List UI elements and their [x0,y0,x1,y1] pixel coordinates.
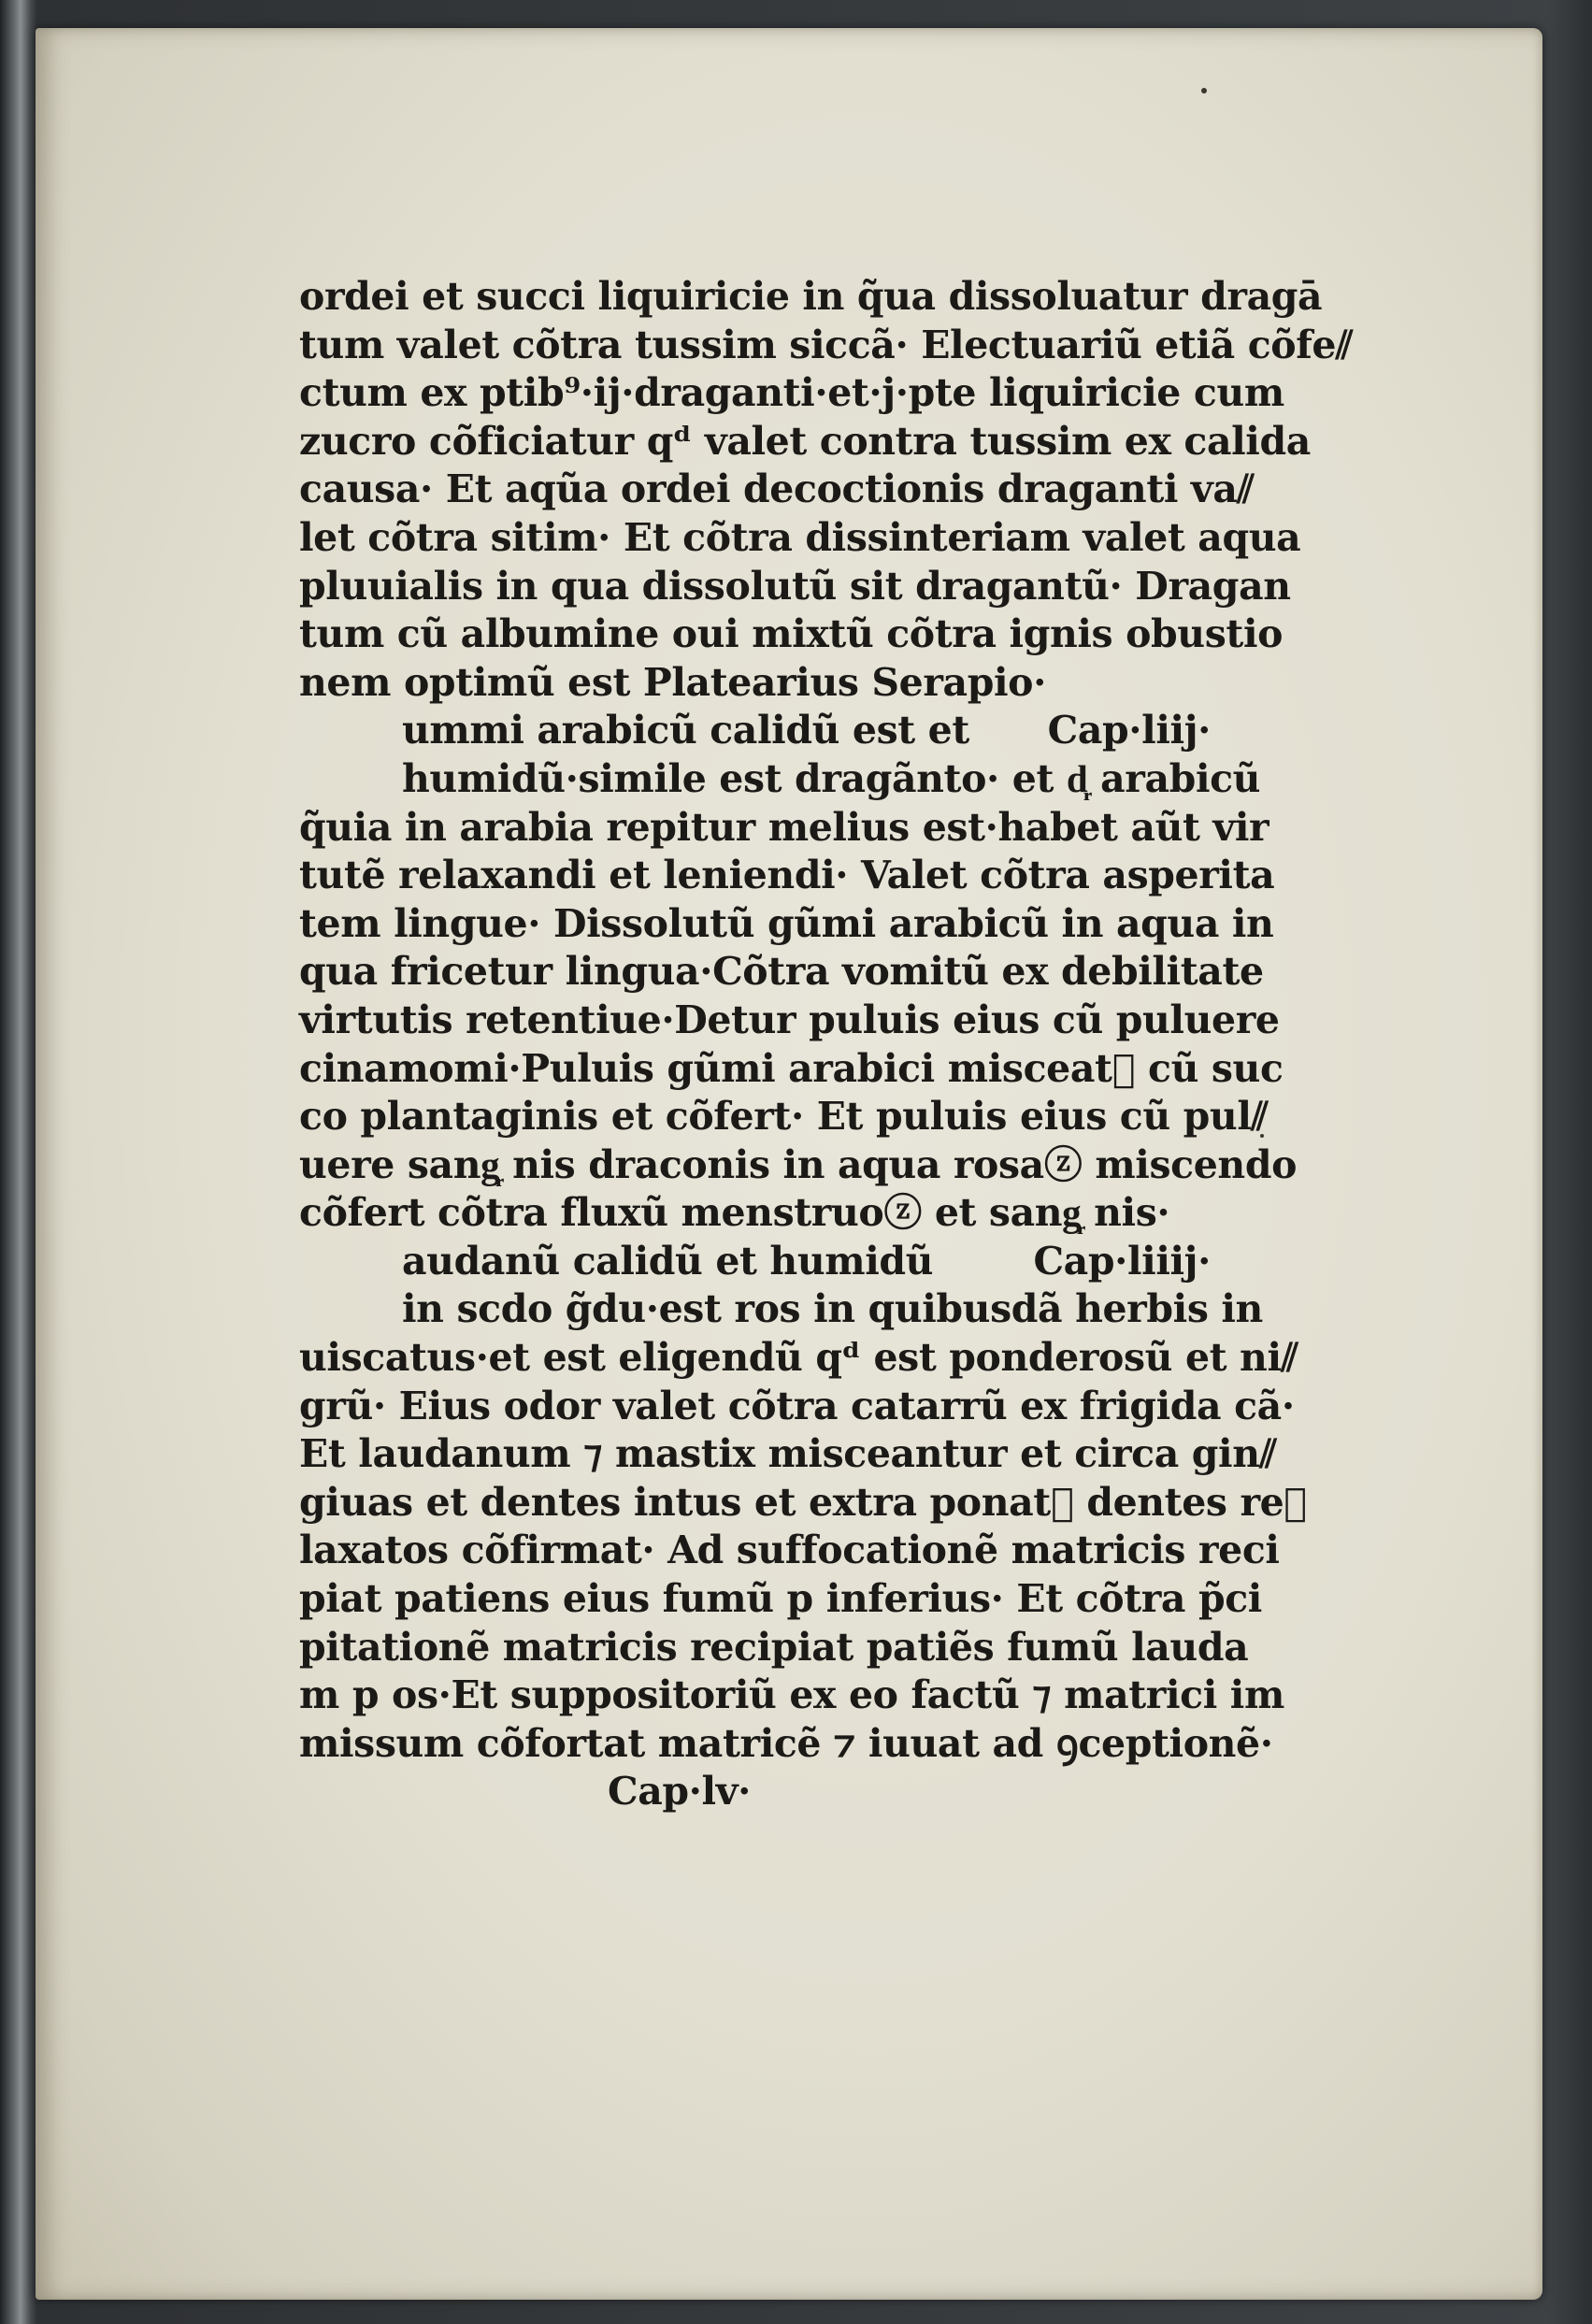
text-line: humidũ·simile est dragãnto· et d᷊ arabicũ [402,755,1261,801]
text-line: ordei et succi liquiricie in q̃ua dissoluatur dragā [299,274,1323,319]
text-line: tem lingue· Dissolutũ gũmi arabicũ in aqua in [299,900,1274,946]
incunabulum-page [36,28,1542,2300]
text-line: ctum ex ptib⁹·ij·draganti·et·j·pte liquiricie cum [299,370,1284,416]
text-line: tum cũ albumine oui mixtũ cõtra ignis obustio [299,611,1284,657]
chapter-incipit: audanũ calidũ et humidũ [402,1238,934,1284]
chapter-heading-liij [299,707,1290,755]
text-line: co plantaginis et cõfert· Et puluis eius cũ pul⫽ [299,1094,1269,1140]
text-line: in scdo g̃du·est ros in quibusdã herbis in [402,1286,1263,1332]
chapter-number-lv: Cap·lv· [608,1769,752,1815]
text-line: cinamomi·Puluis gũmi arabici misceat᷑ cũ suc [299,1045,1284,1091]
chapter-incipit: ummi arabicũ calidũ est et [402,708,969,753]
ink-speck [1201,88,1207,93]
text-line: Et laudanum ⁊ mastix misceantur et circa gin⫽ [299,1431,1277,1477]
chapter-number: Cap·liiij· [1033,1238,1211,1284]
text-line: uiscatus·et est eligendũ qᵈ est ponderosũ et ni⫽ [299,1335,1298,1381]
chapter-heading-liiij [299,1238,1290,1286]
chapter-number: Cap·liij· [1047,708,1211,753]
text-line: qua fricetur lingua·Cõtra vomitũ ex debilitate [299,949,1264,995]
text-line: virtutis retentiue·Detur puluis eius cũ puluere [299,997,1280,1042]
text-line: let cõtra sitim· Et cõtra dissinteriam valet aqua [299,514,1301,560]
text-line: tutẽ relaxandi et leniendi· Valet cõtra asperita [299,853,1275,898]
text-line: pluuialis in qua dissolutũ sit dragantũ· Dragan [299,563,1291,609]
text-line: giuas et dentes intus et extra ponat᷑ dentes re⫽ [299,1479,1307,1525]
book-binding-edge [0,0,37,2324]
text-line: piat patiens eius fumũ p inferius· Et cõtra p̃ci [299,1576,1262,1622]
text-line: grũ· Eius odor valet cõtra catarrũ ex frigida cã· [299,1383,1295,1428]
text-line: zucro cõficiatur qᵈ valet contra tussim ex calida [299,418,1311,464]
text-line: m p os·Et suppositoriũ ex eo factũ ⁊ matrici im [299,1672,1284,1718]
text-line: pitationẽ matricis recipiat patiẽs fumũ lauda [299,1624,1249,1670]
text-line: laxatos cõfirmat· Ad suffocationẽ matricis reci [299,1528,1280,1573]
text-line: uere sang᷊ nis draconis in aqua rosaⓩ miscendo [299,1141,1298,1187]
text-line: cõfert cõtra fluxũ menstruoⓩ et sang᷊ nis· [299,1190,1170,1236]
text-line: tum valet cõtra tussim siccã· Electuariũ etiã cõfe⫽ [299,322,1354,367]
text-line: causa· Et aqũa ordei decoctionis draganti va⫽ [299,466,1255,512]
text-line: missum cõfortat matricẽ ⁊ iuuat ad ꝯceptionẽ· [299,1720,1273,1766]
text-column [299,273,1354,1816]
text-line: nem optimũ est Platearius Serapio· [299,659,1046,705]
text-line: q̃uia in arabia repitur melius est·habet aũt vir [299,804,1269,850]
